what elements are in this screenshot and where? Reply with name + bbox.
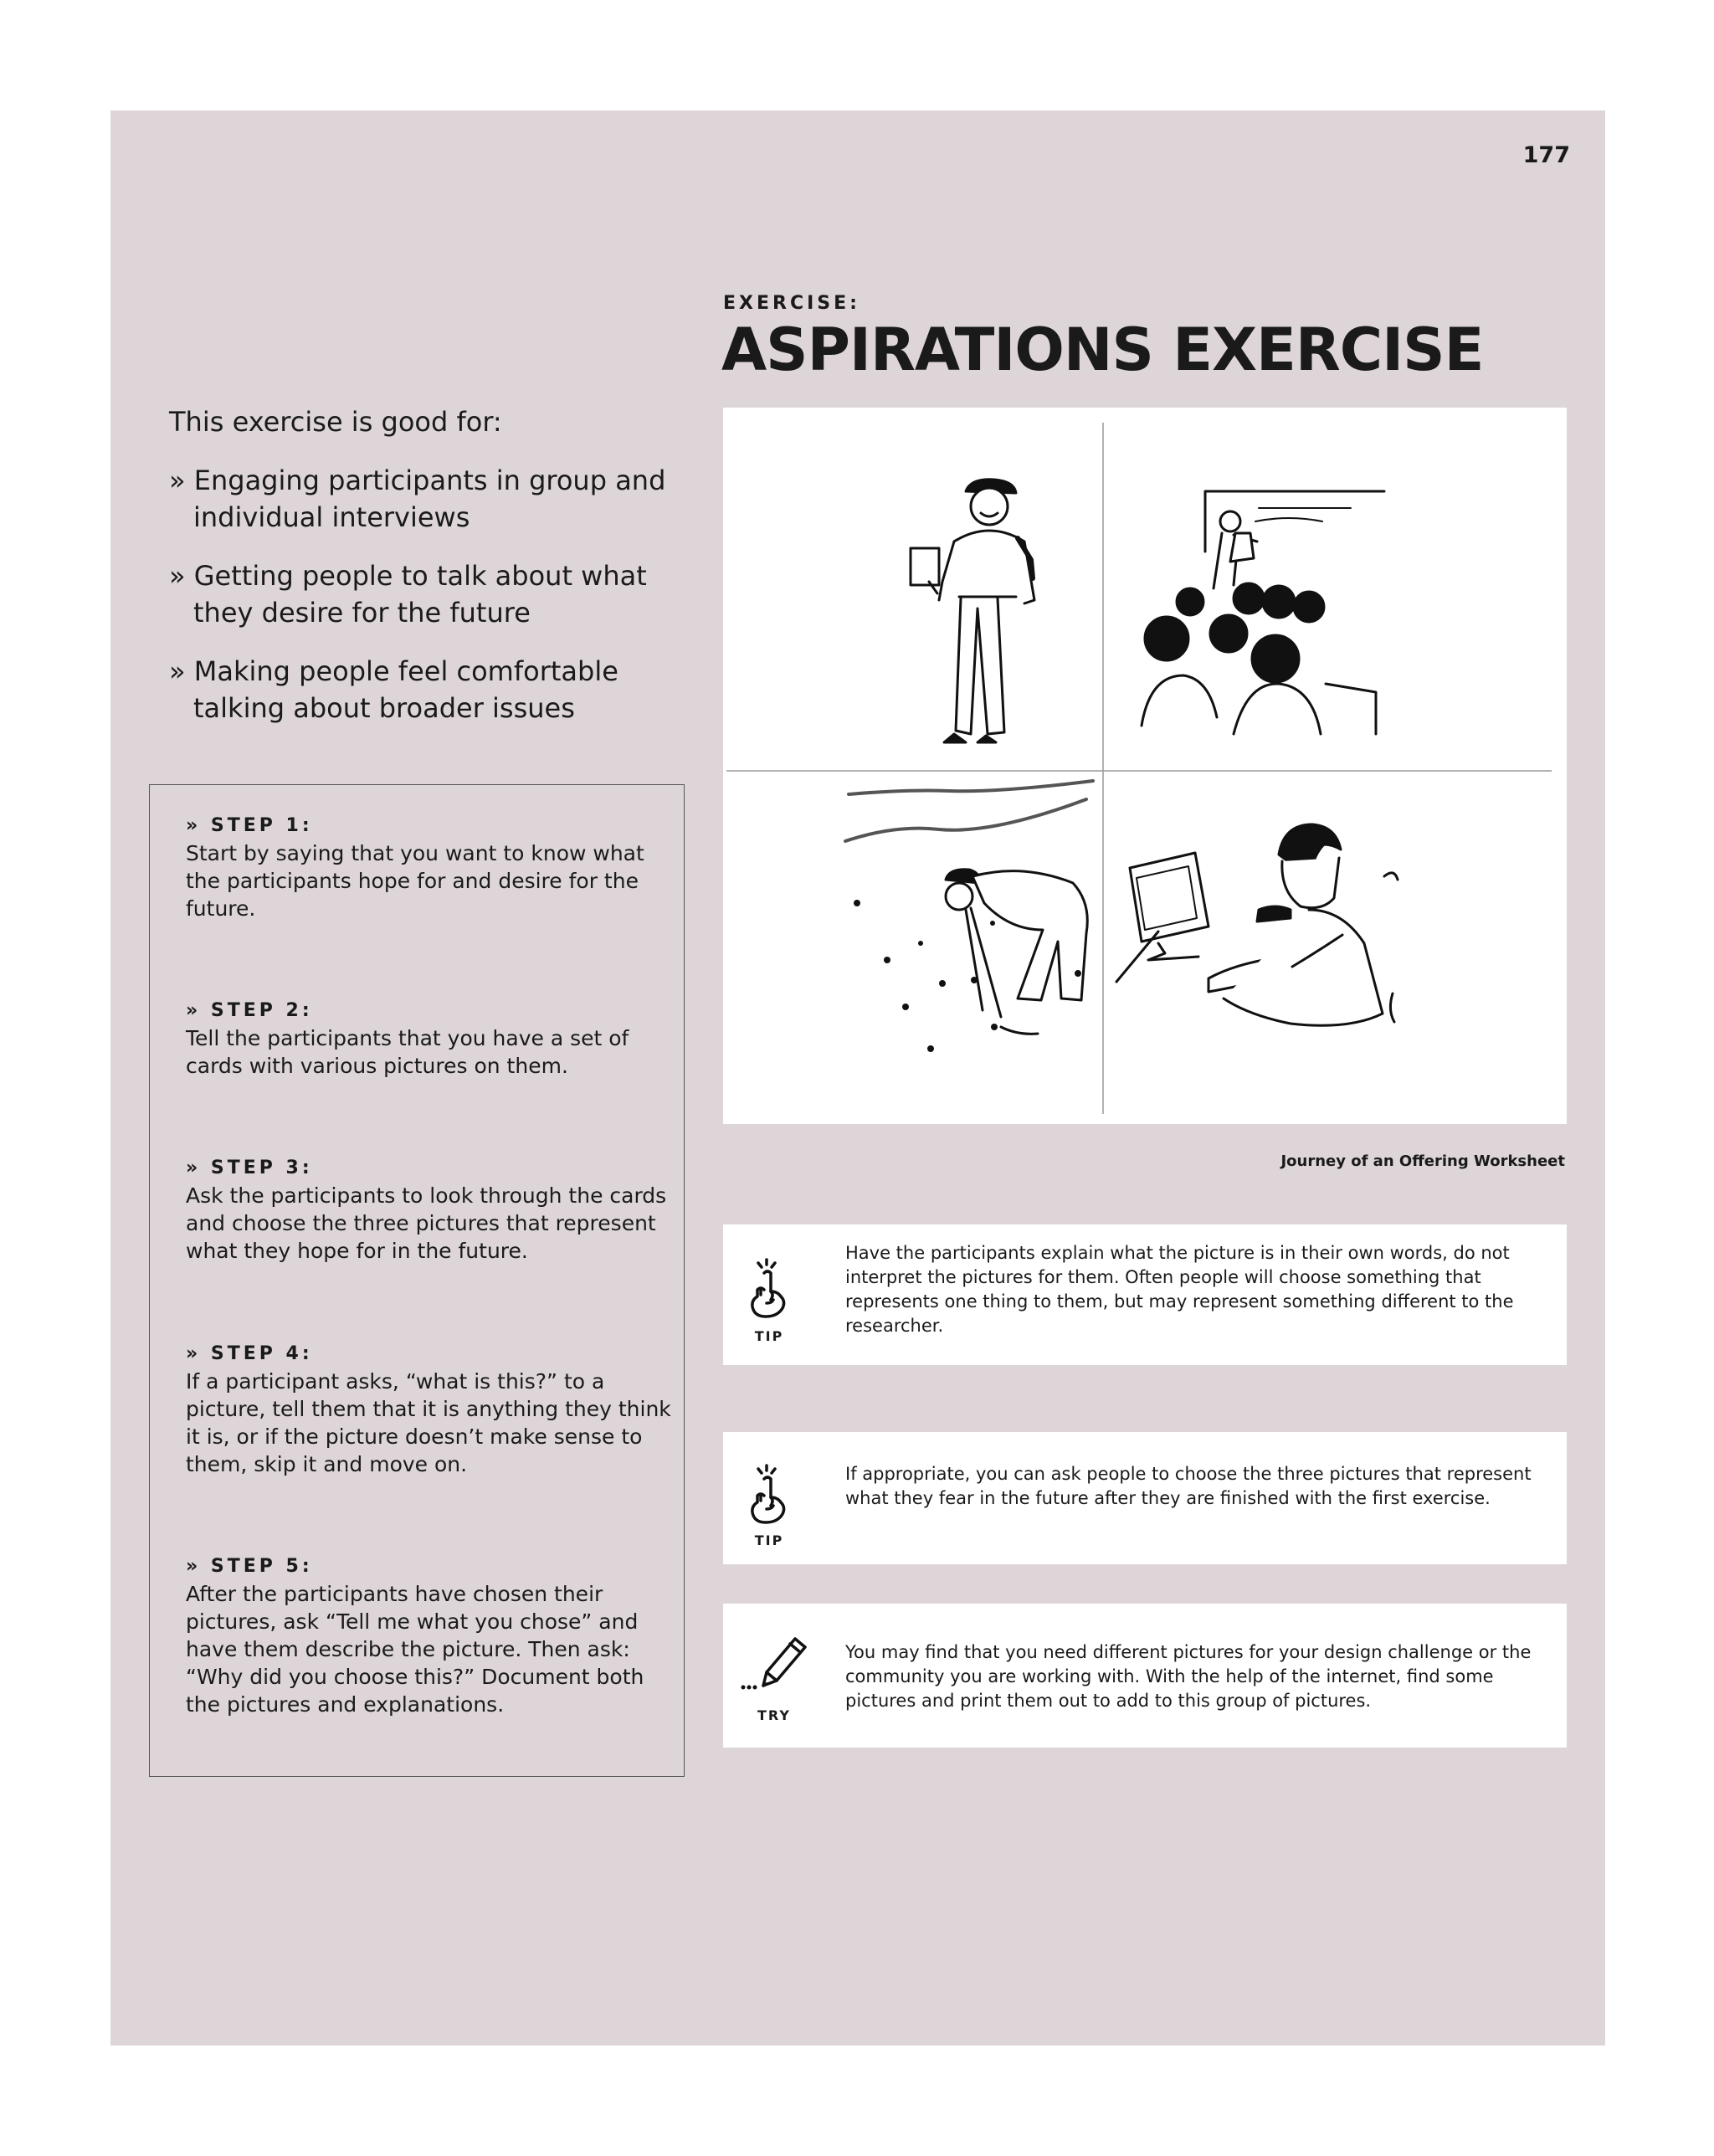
step-label: » STEP 1: — [186, 815, 313, 836]
student-illustration — [911, 480, 1034, 742]
step-4 — [186, 1341, 671, 1478]
step-3 — [186, 1155, 671, 1265]
exercise-title: ASPIRATIONS EXERCISE — [721, 316, 1484, 384]
intro-heading: This exercise is good for: — [169, 406, 502, 438]
steps-box — [149, 784, 685, 1777]
tip-label: TIP — [754, 1532, 784, 1548]
step-5 — [186, 1553, 671, 1718]
intro-section — [169, 403, 671, 748]
step-text: Ask the participants to look through the cards and choose the three pictures that represent what they hope for in the future. — [186, 1183, 667, 1263]
try-label: TRY — [757, 1707, 791, 1723]
pointing-finger-icon — [747, 1462, 792, 1526]
step-label: » STEP 2: — [186, 1000, 313, 1021]
step-text: Tell the participants that you have a set of cards with various pictures on them. — [186, 1026, 629, 1078]
step-label: » STEP 5: — [186, 1556, 313, 1577]
try-icon-wrap — [740, 1604, 798, 1748]
office-worker-illustration — [1116, 824, 1398, 1025]
page-number: 177 — [1522, 142, 1570, 168]
step-text: After the participants have chosen their pictures, ask “Tell me what you chose” and have them describe the picture. Then ask: “Why did you choose this?” Document both the pictures and explanations. — [186, 1582, 644, 1717]
intro-list — [169, 462, 671, 726]
illustration-grid — [723, 408, 1567, 1124]
step-1 — [186, 813, 671, 922]
step-text: Start by saying that you want to know what the participants hope for and desire for the future. — [186, 841, 644, 921]
exercise-kicker: EXERCISE: — [723, 293, 860, 314]
tip-icon-wrap — [740, 1224, 798, 1365]
tip-icon-wrap — [740, 1432, 798, 1564]
tip-card-2 — [723, 1432, 1567, 1564]
figure-caption: Journey of an Offering Worksheet — [1280, 1152, 1565, 1170]
try-text: You may find that you need different pictures for your design challenge or the community you are working with. With the help of the internet, find some pictures and print them out to add to this group of pictures. — [845, 1642, 1532, 1711]
farmer-illustration — [845, 781, 1093, 1052]
classroom-illustration — [1142, 491, 1384, 734]
try-card — [723, 1604, 1567, 1748]
pointing-finger-icon — [747, 1256, 792, 1320]
step-label: » STEP 3: — [186, 1158, 313, 1178]
tip-card-1 — [723, 1224, 1567, 1365]
tip-text: Have the participants explain what the picture is in their own words, do not interpret the pictures for them. Often people will choose something that represents one thing to them, but may represent something different to the researcher. — [845, 1243, 1514, 1336]
tip-text: If appropriate, you can ask people to choose the three pictures that represent what they fear in the future after they are finished with the first exercise. — [845, 1464, 1532, 1508]
list-item: » Engaging participants in group and individual interviews — [169, 465, 666, 533]
tip-label: TIP — [754, 1328, 784, 1344]
list-item: » Getting people to talk about what they desire for the future — [169, 560, 647, 629]
step-label: » STEP 4: — [186, 1343, 313, 1364]
illustration-panel — [723, 408, 1567, 1124]
pencil-icon — [740, 1632, 807, 1696]
list-item: » Making people feel comfortable talking about broader issues — [169, 655, 618, 724]
page — [110, 110, 1605, 2046]
step-2 — [186, 998, 671, 1080]
step-text: If a participant asks, “what is this?” to a picture, tell them that it is anything they think it is, or if the picture doesn’t make sense to them, skip it and move on. — [186, 1369, 671, 1476]
